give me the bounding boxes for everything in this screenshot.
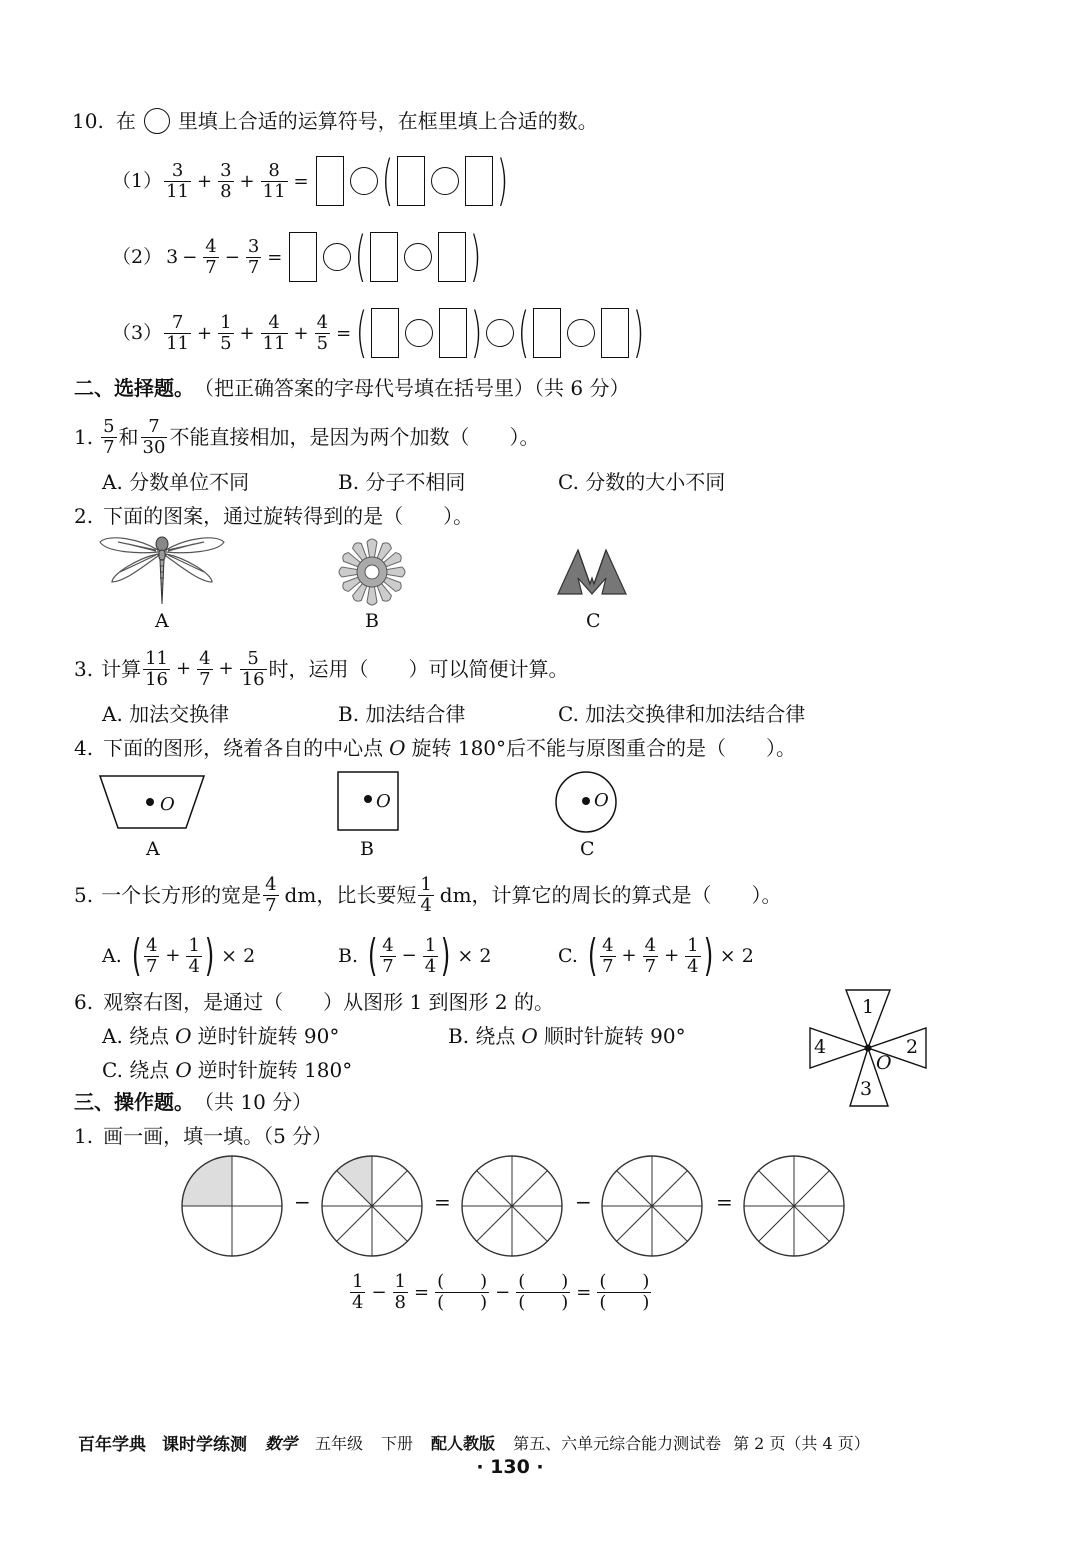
dragonfly-icon bbox=[98, 532, 226, 606]
fraction: $\frac{1}{5}$ bbox=[220, 311, 232, 354]
q10-item-label: （2） bbox=[112, 245, 163, 268]
figure-label-o: O bbox=[876, 1052, 892, 1074]
equals-sign: = bbox=[434, 1190, 451, 1214]
circle-eighths-blank[interactable] bbox=[742, 1154, 846, 1258]
bird-shape-icon bbox=[556, 548, 628, 598]
q10-text-a: 在 bbox=[115, 109, 136, 133]
integer: 3 bbox=[166, 245, 179, 268]
c2-text: 下面的图案，通过旋转得到的是（ ）。 bbox=[103, 504, 474, 528]
c1-question bbox=[74, 414, 539, 460]
operator-circle[interactable] bbox=[350, 167, 378, 195]
figure-label-4: 4 bbox=[814, 1036, 827, 1058]
c5-option-b[interactable]: B. ( 4 7 − $\frac{1}{4}$ ) × 2 bbox=[338, 930, 492, 981]
c2-label-b: B bbox=[365, 610, 379, 632]
c4-point-o: O bbox=[389, 736, 406, 760]
c5-pre: 一个长方形的宽是 bbox=[101, 883, 262, 907]
c5-option-c[interactable]: C. ( 4 7 + $\frac{4}{7}$ + $\frac{1}{4}$ ) × 2 bbox=[558, 930, 754, 981]
c4-label-a: A bbox=[146, 838, 160, 860]
fraction: $\frac{3}{7}$ bbox=[247, 235, 260, 278]
blank-fraction[interactable]: ( ) ( ) bbox=[437, 1270, 488, 1313]
figure-label-3: 3 bbox=[860, 1078, 873, 1100]
point-o-label: O bbox=[160, 794, 175, 815]
answer-box[interactable] bbox=[439, 308, 467, 358]
c4-number: 4. bbox=[74, 736, 94, 760]
q10-header bbox=[72, 108, 598, 134]
answer-box[interactable] bbox=[465, 156, 493, 206]
c1-number: 1. bbox=[74, 425, 94, 449]
fraction: $\frac{4}{7}$ bbox=[199, 647, 211, 690]
operator-circle[interactable] bbox=[486, 319, 514, 347]
c5-question bbox=[74, 872, 782, 918]
c3-pre: 计算 bbox=[101, 657, 142, 681]
c6-option-c[interactable]: C. 绕点 O 逆时针旋转 180° bbox=[102, 1058, 353, 1082]
c2-question bbox=[74, 506, 473, 526]
circle-eighths-blank[interactable] bbox=[600, 1154, 704, 1258]
c3-number: 3. bbox=[74, 657, 94, 681]
answer-box[interactable] bbox=[397, 156, 425, 206]
c2-label-c: C bbox=[586, 610, 601, 632]
q10-text-b: 里填上合适的运算符号，在框里填上合适的数。 bbox=[177, 109, 598, 133]
operator-circle[interactable] bbox=[567, 319, 595, 347]
footer-test: 第五、六单元综合能力测试卷 bbox=[513, 1434, 722, 1453]
c3-option-b[interactable]: B. 加法结合律 bbox=[338, 702, 466, 726]
c5-post: dm，计算它的周长的算式是（ ）。 bbox=[439, 883, 782, 907]
c1-he: 和 bbox=[118, 425, 139, 449]
fraction: 5 7 bbox=[103, 415, 115, 458]
page-number: · 130 · bbox=[476, 1456, 544, 1478]
section2-heading bbox=[74, 378, 629, 398]
o1-number: 1. bbox=[74, 1124, 94, 1148]
section2-title: 二、选择题。 bbox=[74, 376, 194, 400]
point-o-label: O bbox=[376, 791, 391, 812]
section3-heading bbox=[74, 1092, 312, 1112]
circle-eighths-shaded[interactable] bbox=[320, 1154, 424, 1258]
fraction: $\frac{3}{8}$ bbox=[220, 159, 232, 202]
c1-option-a[interactable]: A. 分数单位不同 bbox=[102, 470, 250, 494]
equals-sign: = bbox=[716, 1190, 733, 1214]
minus-sign: − bbox=[294, 1190, 311, 1214]
answer-box[interactable] bbox=[601, 308, 629, 358]
fraction: 1 4 bbox=[420, 873, 432, 916]
q10-item-label: （3） bbox=[112, 321, 163, 344]
fraction: 4 7 bbox=[265, 873, 277, 916]
c5-number: 5. bbox=[74, 883, 94, 907]
c3-option-a[interactable]: A. 加法交换律 bbox=[102, 702, 230, 726]
fraction: $\frac{4}{7}$ bbox=[205, 235, 217, 278]
c3-option-c[interactable]: C. 加法交换律和加法结合律 bbox=[558, 702, 806, 726]
c4-text-a: 下面的图形，绕着各自的中心点 bbox=[103, 736, 384, 760]
blank-fraction[interactable]: ( ) ( ) bbox=[518, 1270, 569, 1313]
footer-edition: 配人教版 bbox=[431, 1434, 496, 1453]
c6-option-a[interactable]: A. 绕点 O 逆时针旋转 90° bbox=[102, 1024, 340, 1048]
fraction: $\frac{5}{16}$ bbox=[241, 647, 265, 690]
flower-icon bbox=[336, 536, 408, 608]
c6-option-b[interactable]: B. 绕点 O 顺时针旋转 90° bbox=[448, 1024, 686, 1048]
c6-number: 6. bbox=[74, 990, 94, 1014]
q10-item-3: （3） 7 11 + $\frac{1}{5}$ + $\frac{4}{11}$ + $\frac{4}{5}$ = ( ) ( ) bbox=[112, 301, 645, 364]
c1-option-b[interactable]: B. 分子不相同 bbox=[338, 470, 466, 494]
operator-circle[interactable] bbox=[431, 167, 459, 195]
circle-eighths-blank[interactable] bbox=[460, 1154, 564, 1258]
figure-label-1: 1 bbox=[862, 996, 875, 1018]
operator-circle[interactable] bbox=[405, 319, 433, 347]
section3-note: （共 10 分） bbox=[194, 1090, 313, 1114]
c5-option-a[interactable]: A. ( 4 7 + $\frac{1}{4}$ ) × 2 bbox=[102, 930, 256, 981]
c2-label-a: A bbox=[155, 610, 169, 632]
q10-item-label: （1） bbox=[112, 169, 163, 192]
operator-circle[interactable] bbox=[323, 243, 351, 271]
c1-option-c[interactable]: C. 分数的大小不同 bbox=[558, 470, 726, 494]
answer-box[interactable] bbox=[289, 232, 317, 282]
circle-quarters[interactable] bbox=[180, 1154, 284, 1258]
fraction: 11 16 bbox=[145, 647, 168, 690]
section2-note: （把正确答案的字母代号填在括号里）（共 6 分） bbox=[194, 376, 630, 400]
c6-question bbox=[74, 992, 554, 1012]
c4-text-b: 旋转 180°后不能与原图重合的是（ ）。 bbox=[411, 736, 797, 760]
q10-number: 10. bbox=[72, 109, 104, 133]
q10-item-1: （1） 3 11 + $\frac{3}{8}$ + $\frac{8}{11}$ = ( ) bbox=[112, 149, 509, 212]
footer-brand2: 课时学练测 bbox=[162, 1435, 247, 1455]
q10-item-2: （2） 3 − $\frac{4}{7}$ − $\frac{3}{7}$ = ( ) bbox=[112, 225, 482, 288]
o1-text: 画一画，填一填。（5 分） bbox=[103, 1124, 333, 1148]
c4-label-b: B bbox=[360, 838, 374, 860]
c4-label-c: C bbox=[580, 838, 595, 860]
blank-fraction[interactable]: ( ) ( ) bbox=[599, 1270, 650, 1313]
answer-box[interactable] bbox=[316, 156, 344, 206]
footer bbox=[78, 1430, 870, 1455]
footer-subject: 数学 bbox=[265, 1434, 298, 1453]
answer-box[interactable] bbox=[438, 232, 466, 282]
c4-question bbox=[74, 738, 796, 758]
minus-sign: − bbox=[575, 1190, 592, 1214]
c3-post: 时，运用（ ）可以简便计算。 bbox=[268, 657, 569, 681]
c5-mid: dm，比长要短 bbox=[284, 883, 417, 907]
operator-circle[interactable] bbox=[404, 243, 432, 271]
fraction: $\frac{4}{5}$ bbox=[316, 311, 329, 354]
figure-label-2: 2 bbox=[906, 1036, 919, 1058]
o1-question bbox=[74, 1126, 332, 1146]
section3-title: 三、操作题。 bbox=[74, 1090, 194, 1114]
c6-text: 观察右图，是通过（ ）从图形 1 到图形 2 的。 bbox=[103, 990, 554, 1014]
trapezoid-shape bbox=[98, 774, 206, 830]
c1-text: 不能直接相加，是因为两个加数（ ）。 bbox=[169, 425, 540, 449]
footer-page: 第 2 页（共 4 页） bbox=[733, 1434, 870, 1453]
answer-box[interactable] bbox=[370, 232, 398, 282]
answer-box[interactable] bbox=[371, 308, 399, 358]
c3-question: 3. 计算 11 16 + $\frac{4}{7}$ + $\frac{5}{16}$ 时，运用（ ）可以简便计算。 bbox=[74, 647, 569, 690]
footer-volume: 下册 bbox=[381, 1434, 414, 1453]
fraction: 7 11 bbox=[166, 311, 189, 354]
fraction: 3 11 bbox=[166, 159, 189, 202]
c2-number: 2. bbox=[74, 504, 94, 528]
point-o-label: O bbox=[594, 790, 609, 811]
answer-box[interactable] bbox=[533, 308, 561, 358]
fraction: 7 30 bbox=[142, 415, 166, 458]
circle-symbol-icon bbox=[144, 108, 170, 134]
o1-equation: 1 4 − $\frac{1}{8}$ = ( ) ( ) − ( ) ( ) = ( ) ( ) bbox=[352, 1270, 650, 1313]
footer-brand1: 百年学典 bbox=[78, 1435, 146, 1455]
footer-grade: 五年级 bbox=[315, 1434, 364, 1453]
fraction: $\frac{4}{11}$ bbox=[262, 311, 286, 354]
fraction: $\frac{8}{11}$ bbox=[262, 159, 286, 202]
